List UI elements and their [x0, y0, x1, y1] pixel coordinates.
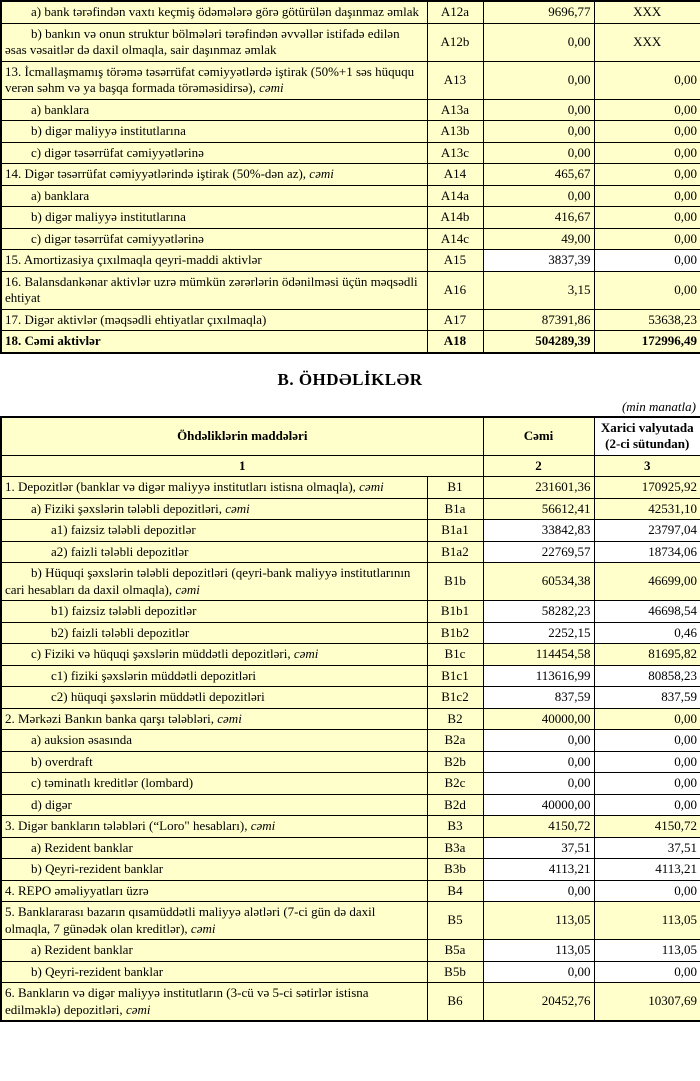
item-label-cell: 13. İcmallaşmamış törəmə təsərrüfat cəmiyyətlərdə iştirak (50%+1 səs hüququ verən səhm və ya başqa formada törəməsidirsə), cəmi: [1, 61, 427, 99]
foreign-currency-value-cell: 0,00: [594, 250, 700, 272]
foreign-currency-value-cell: 46698,54: [594, 601, 700, 623]
table-row: [1, 708, 700, 730]
item-label-cell: c) digər təsərrüfat cəmiyyətlərinə: [1, 142, 427, 164]
item-label-cell: c1) fiziki şəxslərin müddətli depozitləri: [1, 665, 427, 687]
unit-note: (min manatla): [621, 398, 696, 414]
table-row: [1, 687, 700, 709]
foreign-currency-value-cell: 23797,04: [594, 520, 700, 542]
code-cell: A13a: [427, 99, 483, 121]
total-value-cell: 0,00: [483, 61, 594, 99]
code-cell: A12b: [427, 23, 483, 61]
foreign-currency-value-cell: 81695,82: [594, 644, 700, 666]
item-label-cell: c) digər təsərrüfat cəmiyyətlərinə: [1, 228, 427, 250]
total-value-cell: 33842,83: [483, 520, 594, 542]
total-value-cell: 49,00: [483, 228, 594, 250]
item-label-cell: c) Fiziki və hüquqi şəxslərin müddətli depozitləri, cəmi: [1, 644, 427, 666]
total-value-cell: 113,05: [483, 940, 594, 962]
code-cell: B1c2: [427, 687, 483, 709]
code-cell: A15: [427, 250, 483, 272]
total-value-cell: 0,00: [483, 23, 594, 61]
assets-table-continuation: [0, 0, 700, 354]
foreign-currency-value-cell: 0,00: [594, 99, 700, 121]
item-label-cell: b) Qeyri-rezident banklar: [1, 961, 427, 983]
code-cell: A14b: [427, 207, 483, 229]
total-value-cell: 4150,72: [483, 816, 594, 838]
foreign-currency-value-cell: 0,00: [594, 730, 700, 752]
item-label-cell: 5. Banklararası bazarın qısamüddətli maliyyə alətləri (7-ci gün də daxil olmaqla, 7 günədək olan kreditlər), cəmi: [1, 902, 427, 940]
item-label-italic-suffix: cəmi: [175, 581, 200, 597]
total-value-cell: 3,15: [483, 271, 594, 309]
item-label-cell: a2) faizli tələbli depozitlər: [1, 541, 427, 563]
foreign-currency-value-cell: 0,00: [594, 228, 700, 250]
item-label-italic-suffix: cəmi: [293, 646, 319, 661]
item-label-cell: 17. Digər aktivlər (məqsədli ehtiyatlar çıxılmaqla): [1, 309, 427, 331]
foreign-currency-value-cell: 18734,06: [594, 541, 700, 563]
table-row: [1, 228, 700, 250]
item-label-italic-suffix: cəmi: [250, 818, 276, 833]
total-value-cell: 40000,00: [483, 794, 594, 816]
foreign-currency-value-cell: 0,00: [594, 142, 700, 164]
item-label-cell: b) digər maliyyə institutlarına: [1, 121, 427, 143]
total-value-cell: 113616,99: [483, 665, 594, 687]
foreign-currency-value-cell: 0,00: [594, 207, 700, 229]
foreign-currency-value-cell: 170925,92: [594, 477, 700, 499]
item-label-cell: 1. Depozitlər (banklar və digər maliyyə institutları istisna olmaqla), cəmi: [1, 477, 427, 499]
table-row: [1, 99, 700, 121]
item-label-italic-suffix: cəmi: [359, 479, 384, 494]
code-cell: A14a: [427, 185, 483, 207]
code-cell: B2d: [427, 794, 483, 816]
foreign-currency-value-cell: 10307,69: [594, 983, 700, 1022]
table-row: [1, 185, 700, 207]
table-row: [1, 773, 700, 795]
table-row: [1, 622, 700, 644]
item-label-cell: a) Rezident banklar: [1, 940, 427, 962]
item-label-cell: 3. Digər bankların tələbləri (“Loro" hesabları), cəmi: [1, 816, 427, 838]
code-cell: B1b2: [427, 622, 483, 644]
table-row: [1, 1, 700, 23]
item-label-cell: a) Fiziki şəxslərin tələbli depozitləri, cəmi: [1, 498, 427, 520]
total-value-cell: 504289,39: [483, 331, 594, 353]
item-label-cell: 16. Balansdankənar aktivlər uzrə mümkün zərərlərin ödənilməsi üçün məqsədli ehtiyat: [1, 271, 427, 309]
foreign-currency-column-header: Xarici valyutada (2-ci sütundan): [594, 417, 700, 456]
liabilities-table: [0, 416, 700, 1023]
table-row: [1, 271, 700, 309]
table-row: [1, 164, 700, 186]
table-row: [1, 601, 700, 623]
table-row: [1, 61, 700, 99]
item-label-cell: a1) faizsiz tələbli depozitlər: [1, 520, 427, 542]
code-cell: A12a: [427, 1, 483, 23]
table-row: [1, 730, 700, 752]
table-row: [1, 250, 700, 272]
section-b-title: B. ÖHDƏLİKLƏR: [277, 369, 423, 389]
code-cell: B3a: [427, 837, 483, 859]
code-cell: A13c: [427, 142, 483, 164]
total-value-cell: 22769,57: [483, 541, 594, 563]
foreign-currency-value-cell: 0,46: [594, 622, 700, 644]
foreign-currency-value-cell: XXX: [594, 23, 700, 61]
item-label-italic-suffix: cəmi: [190, 920, 216, 936]
item-label-cell: b) Hüquqi şəxslərin tələbli depozitləri (qeyri-bank maliyyə institutlarının cari hesabları da daxil olmaqla), cəmi: [1, 563, 427, 601]
foreign-currency-value-cell: 53638,23: [594, 309, 700, 331]
item-label-cell: 4. REPO əməliyyatları üzrə: [1, 880, 427, 902]
item-label-cell: a) banklara: [1, 185, 427, 207]
code-cell: A14c: [427, 228, 483, 250]
item-label-cell: b) Qeyri-rezident banklar: [1, 859, 427, 881]
code-cell: B2c: [427, 773, 483, 795]
column-number-1: 1: [1, 455, 483, 477]
total-value-cell: 0,00: [483, 773, 594, 795]
total-value-cell: 0,00: [483, 121, 594, 143]
total-value-cell: 231601,36: [483, 477, 594, 499]
table-row: [1, 902, 700, 940]
foreign-currency-value-cell: 113,05: [594, 940, 700, 962]
code-cell: A17: [427, 309, 483, 331]
header-row: [1, 417, 700, 456]
item-label-cell: a) bank tərəfindən vaxtı keçmiş ödəmələrə görə götürülən daşınmaz əmlak: [1, 1, 427, 23]
table-row: [1, 751, 700, 773]
code-cell: B1a: [427, 498, 483, 520]
code-cell: B1c1: [427, 665, 483, 687]
item-label-cell: b2) faizli tələbli depozitlər: [1, 622, 427, 644]
code-cell: B1: [427, 477, 483, 499]
code-cell: B5b: [427, 961, 483, 983]
code-cell: B1a1: [427, 520, 483, 542]
column-number-3: 3: [594, 455, 700, 477]
items-column-header: Öhdəliklərin maddələri: [1, 417, 483, 456]
code-cell: B5a: [427, 940, 483, 962]
item-label-italic-suffix: cəmi: [309, 166, 334, 181]
item-label-italic-suffix: cəmi: [125, 1001, 151, 1017]
total-value-cell: 4113,21: [483, 859, 594, 881]
total-value-cell: 87391,86: [483, 309, 594, 331]
foreign-currency-value-cell: 42531,10: [594, 498, 700, 520]
table-row: [1, 498, 700, 520]
table-row: [1, 309, 700, 331]
foreign-currency-value-cell: 0,00: [594, 121, 700, 143]
table-row: [1, 142, 700, 164]
code-cell: B3: [427, 816, 483, 838]
table-row: [1, 563, 700, 601]
code-cell: B1b: [427, 563, 483, 601]
code-cell: B5: [427, 902, 483, 940]
liabilities-table-body: [1, 477, 700, 1022]
total-value-cell: 0,00: [483, 751, 594, 773]
table-row: [1, 207, 700, 229]
table-row: [1, 23, 700, 61]
code-cell: B6: [427, 983, 483, 1022]
code-cell: B3b: [427, 859, 483, 881]
item-label-cell: b1) faizsiz tələbli depozitlər: [1, 601, 427, 623]
table-row: [1, 331, 700, 353]
item-label-cell: d) digər: [1, 794, 427, 816]
total-value-cell: 0,00: [483, 961, 594, 983]
item-label-cell: 6. Bankların və digər maliyyə institutların (3-cü və 5-ci sətirlər istisna edilməklə) depozitləri, cəmi: [1, 983, 427, 1022]
foreign-currency-value-cell: 0,00: [594, 271, 700, 309]
foreign-currency-value-cell: 0,00: [594, 61, 700, 99]
table-row: [1, 541, 700, 563]
liabilities-table-header: [1, 417, 700, 477]
total-value-cell: 0,00: [483, 185, 594, 207]
total-value-cell: 0,00: [483, 730, 594, 752]
item-label-cell: 2. Mərkəzi Bankın banka qarşı tələbləri, cəmi: [1, 708, 427, 730]
column-number-row: [1, 455, 700, 477]
code-cell: B4: [427, 880, 483, 902]
total-value-cell: 2252,15: [483, 622, 594, 644]
total-value-cell: 837,59: [483, 687, 594, 709]
foreign-currency-value-cell: 0,00: [594, 880, 700, 902]
item-label-cell: 18. Cəmi aktivlər: [1, 331, 427, 353]
code-cell: A13: [427, 61, 483, 99]
total-value-cell: 113,05: [483, 902, 594, 940]
item-label-cell: 15. Amortizasiya çıxılmaqla qeyri-maddi aktivlər: [1, 250, 427, 272]
total-value-cell: 114454,58: [483, 644, 594, 666]
foreign-currency-value-cell: 837,59: [594, 687, 700, 709]
table-row: [1, 644, 700, 666]
foreign-currency-value-cell: 4113,21: [594, 859, 700, 881]
table-row: [1, 121, 700, 143]
item-label-italic-suffix: cəmi: [259, 80, 284, 95]
total-value-cell: 0,00: [483, 880, 594, 902]
table-row: [1, 940, 700, 962]
item-label-cell: b) overdraft: [1, 751, 427, 773]
table-row: [1, 961, 700, 983]
code-cell: A14: [427, 164, 483, 186]
table-row: [1, 794, 700, 816]
foreign-currency-value-cell: 0,00: [594, 773, 700, 795]
code-cell: A18: [427, 331, 483, 353]
item-label-cell: b) bankın və onun struktur bölmələri tərəfindən əvvəllər istifadə edilən əsas vəsaitlər də daxil olmaqla, sair daşınmaz əmlak: [1, 23, 427, 61]
foreign-currency-value-cell: 172996,49: [594, 331, 700, 353]
total-value-cell: 60534,38: [483, 563, 594, 601]
table-row: [1, 837, 700, 859]
total-value-cell: 0,00: [483, 99, 594, 121]
item-label-cell: 14. Digər təsərrüfat cəmiyyətlərində iştirak (50%-dən az), cəmi: [1, 164, 427, 186]
code-cell: A13b: [427, 121, 483, 143]
total-value-cell: 0,00: [483, 142, 594, 164]
foreign-currency-value-cell: 46699,00: [594, 563, 700, 601]
total-value-cell: 58282,23: [483, 601, 594, 623]
foreign-currency-value-cell: 0,00: [594, 751, 700, 773]
code-cell: B1c: [427, 644, 483, 666]
column-number-2: 2: [483, 455, 594, 477]
total-value-cell: 37,51: [483, 837, 594, 859]
code-cell: B1a2: [427, 541, 483, 563]
foreign-currency-value-cell: 80858,23: [594, 665, 700, 687]
assets-table-body: [1, 1, 700, 353]
foreign-currency-value-cell: 0,00: [594, 708, 700, 730]
code-cell: B2a: [427, 730, 483, 752]
code-cell: B1b1: [427, 601, 483, 623]
code-cell: B2: [427, 708, 483, 730]
total-value-cell: 3837,39: [483, 250, 594, 272]
item-label-cell: a) auksion əsasında: [1, 730, 427, 752]
table-row: [1, 880, 700, 902]
table-row: [1, 665, 700, 687]
total-value-cell: 416,67: [483, 207, 594, 229]
total-value-cell: 20452,76: [483, 983, 594, 1022]
total-value-cell: 56612,41: [483, 498, 594, 520]
code-cell: A16: [427, 271, 483, 309]
item-label-cell: a) banklara: [1, 99, 427, 121]
foreign-currency-value-cell: 0,00: [594, 794, 700, 816]
table-row: [1, 520, 700, 542]
total-value-cell: 465,67: [483, 164, 594, 186]
total-value-cell: 9696,77: [483, 1, 594, 23]
foreign-currency-value-cell: 4150,72: [594, 816, 700, 838]
foreign-currency-value-cell: 0,00: [594, 164, 700, 186]
foreign-currency-value-cell: 37,51: [594, 837, 700, 859]
table-row: [1, 859, 700, 881]
foreign-currency-value-cell: 0,00: [594, 961, 700, 983]
foreign-currency-value-cell: 0,00: [594, 185, 700, 207]
item-label-cell: a) Rezident banklar: [1, 837, 427, 859]
total-value-cell: 40000,00: [483, 708, 594, 730]
foreign-currency-value-cell: XXX: [594, 1, 700, 23]
table-row: [1, 477, 700, 499]
item-label-italic-suffix: cəmi: [225, 500, 250, 516]
item-label-cell: c) təminatlı kreditlər (lombard): [1, 773, 427, 795]
item-label-italic-suffix: cəmi: [217, 710, 242, 726]
table-row: [1, 983, 700, 1022]
table-row: [1, 816, 700, 838]
total-column-header: Cəmi: [483, 417, 594, 456]
foreign-currency-value-cell: 113,05: [594, 902, 700, 940]
code-cell: B2b: [427, 751, 483, 773]
item-label-cell: c2) hüquqi şəxslərin müddətli depozitləri: [1, 687, 427, 709]
item-label-cell: b) digər maliyyə institutlarına: [1, 207, 427, 229]
